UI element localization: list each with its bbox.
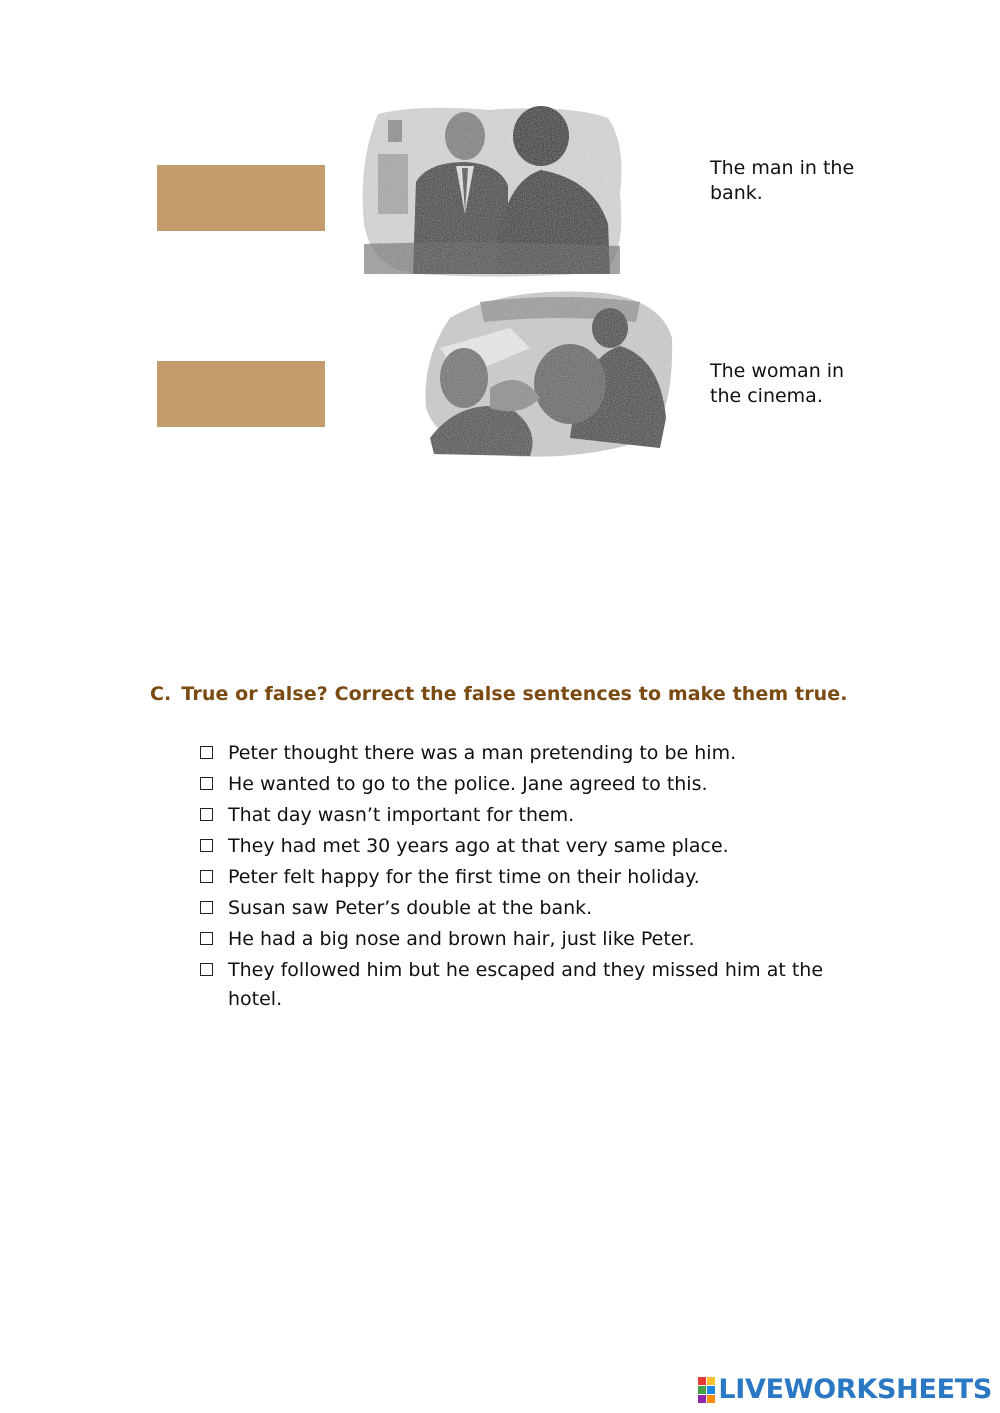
- bank-sketch-image: [358, 104, 626, 278]
- logo-text: LIVEWORKSHEETS: [718, 1374, 992, 1405]
- checkbox-8[interactable]: [200, 963, 213, 976]
- section-letter: C.: [150, 683, 172, 705]
- statement-item: [200, 739, 860, 768]
- section-title: True or false? Correct the false sentences to make them true.: [181, 683, 848, 705]
- statement-item: [200, 925, 860, 954]
- checkbox-5[interactable]: [200, 870, 213, 883]
- statement-item: [200, 770, 860, 799]
- statement-text: Susan saw Peter’s double at the bank.: [228, 897, 593, 919]
- caption-man-in-bank: The man in the bank.: [710, 157, 855, 204]
- cinema-sketch-image: [420, 288, 674, 458]
- statement-text: He wanted to go to the police. Jane agreed to this.: [228, 773, 708, 795]
- true-false-list: [200, 739, 860, 1016]
- checkbox-6[interactable]: [200, 901, 213, 914]
- statement-text: Peter felt happy for the first time on their holiday.: [228, 866, 700, 888]
- answer-box-2[interactable]: [157, 361, 325, 427]
- section-c-heading: [150, 683, 848, 705]
- checkbox-3[interactable]: [200, 808, 213, 821]
- statement-text: He had a big nose and brown hair, just like Peter.: [228, 928, 695, 950]
- statement-item: [200, 956, 860, 1014]
- statement-item: [200, 863, 860, 892]
- statement-item: [200, 832, 860, 861]
- caption-woman-in-cinema: The woman in the cinema.: [710, 360, 845, 407]
- logo-mark-icon: [698, 1377, 715, 1403]
- checkbox-7[interactable]: [200, 932, 213, 945]
- answer-box-1[interactable]: [157, 165, 325, 231]
- checkbox-1[interactable]: [200, 746, 213, 759]
- statement-text: They had met 30 years ago at that very same place.: [228, 835, 729, 857]
- checkbox-4[interactable]: [200, 839, 213, 852]
- liveworksheets-logo: [698, 1374, 992, 1405]
- statement-text: That day wasn’t important for them.: [228, 804, 575, 826]
- statement-item: [200, 801, 860, 830]
- statement-text: They followed him but he escaped and they missed him at the hotel.: [228, 959, 824, 1010]
- statement-text: Peter thought there was a man pretending to be him.: [228, 742, 737, 764]
- checkbox-2[interactable]: [200, 777, 213, 790]
- statement-item: [200, 894, 860, 923]
